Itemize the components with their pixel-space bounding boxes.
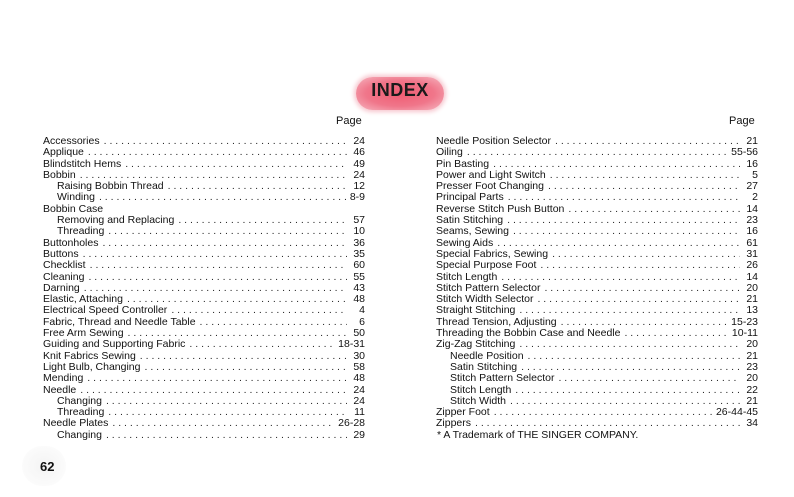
entry-page: 20 bbox=[746, 338, 758, 351]
entry-page: 57 bbox=[353, 214, 365, 227]
entry-page: 13 bbox=[746, 304, 758, 317]
entry-page: 55-56 bbox=[731, 146, 758, 159]
index-entry bbox=[436, 339, 758, 350]
index-entry bbox=[43, 238, 365, 249]
dot-leader bbox=[624, 328, 727, 339]
entry-label: Blindstitch Hems bbox=[43, 157, 122, 170]
dot-leader bbox=[550, 170, 740, 181]
entry-label: Oiling bbox=[436, 146, 463, 159]
dot-leader bbox=[494, 407, 712, 418]
entry-page: 5 bbox=[752, 168, 758, 181]
entry-page: 15-23 bbox=[731, 315, 758, 328]
entry-label: Winding bbox=[57, 191, 95, 204]
entry-page: 30 bbox=[353, 349, 365, 362]
dot-leader bbox=[88, 272, 347, 283]
entry-label: Thread Tension, Adjusting bbox=[436, 315, 557, 328]
entry-label: Threading bbox=[57, 225, 105, 238]
index-entry bbox=[43, 373, 365, 384]
index-subentry bbox=[43, 430, 365, 441]
entry-page: 31 bbox=[746, 247, 758, 260]
dot-leader bbox=[548, 181, 740, 192]
entry-page: 27 bbox=[746, 180, 758, 193]
dot-leader bbox=[171, 305, 347, 316]
entry-page: 14 bbox=[746, 202, 758, 215]
entry-page: 10 bbox=[353, 225, 365, 238]
dot-leader bbox=[178, 215, 347, 226]
dot-leader bbox=[555, 136, 740, 147]
entry-label: Seams, Sewing bbox=[436, 225, 509, 238]
entry-page: 20 bbox=[746, 372, 758, 385]
entry-label: Mending bbox=[43, 372, 84, 385]
dot-leader bbox=[80, 385, 347, 396]
index-entry bbox=[436, 226, 758, 237]
entry-label: Stitch Length bbox=[450, 383, 512, 396]
dot-leader bbox=[515, 385, 740, 396]
dot-leader bbox=[189, 339, 334, 350]
dot-leader bbox=[125, 159, 347, 170]
index-entry bbox=[43, 362, 365, 373]
entry-label: Changing bbox=[57, 394, 102, 407]
entry-page: 34 bbox=[746, 417, 758, 430]
entry-label: Threading the Bobbin Case and Needle bbox=[436, 327, 621, 340]
entry-page: 24 bbox=[353, 135, 365, 147]
entry-page: 4 bbox=[359, 304, 365, 317]
index-column-right bbox=[436, 136, 758, 441]
entry-label: Satin Stitching bbox=[436, 214, 504, 227]
index-subentry bbox=[436, 373, 758, 384]
index-entry bbox=[43, 339, 365, 350]
index-entry bbox=[43, 249, 365, 260]
dot-leader bbox=[467, 147, 727, 158]
entry-label: Stitch Width bbox=[450, 394, 507, 407]
dot-leader bbox=[513, 226, 740, 237]
dot-leader bbox=[140, 351, 347, 362]
entry-page: 21 bbox=[746, 394, 758, 407]
entry-label: Stitch Width Selector bbox=[436, 293, 534, 306]
entry-label: Zig-Zag Stitching bbox=[436, 338, 516, 351]
entry-label: Special Fabrics, Sewing bbox=[436, 247, 549, 260]
entry-label: Needle Plates bbox=[43, 417, 109, 430]
entry-page: 23 bbox=[746, 360, 758, 373]
entry-label: Needle Position Selector bbox=[436, 135, 551, 147]
entry-label: Removing and Replacing bbox=[57, 214, 175, 227]
entry-page: 20 bbox=[746, 281, 758, 294]
dot-leader bbox=[507, 215, 740, 226]
entry-page: 8-9 bbox=[349, 191, 365, 204]
entry-label: Accessories bbox=[43, 135, 100, 147]
index-entry bbox=[43, 136, 365, 147]
entry-label: Buttonholes bbox=[43, 236, 99, 249]
entry-page: 43 bbox=[353, 281, 365, 294]
trademark-footnote: * A Trademark of THE SINGER COMPANY. bbox=[437, 428, 639, 441]
dot-leader bbox=[83, 249, 347, 260]
entry-page: 49 bbox=[353, 157, 365, 170]
entry-label: Knit Fabrics Sewing bbox=[43, 349, 136, 362]
index-entry bbox=[436, 147, 758, 158]
entry-label: Stitch Pattern Selector bbox=[450, 372, 555, 385]
entry-label: Straight Stitching bbox=[436, 304, 516, 317]
entry-label: Zipper Foot bbox=[436, 406, 490, 419]
index-entry bbox=[43, 159, 365, 170]
index-entry bbox=[436, 260, 758, 271]
entry-page: 18-31 bbox=[338, 338, 365, 351]
entry-page: 21 bbox=[746, 349, 758, 362]
entry-label: Needle bbox=[43, 383, 77, 396]
entry-page: 26-28 bbox=[338, 417, 365, 430]
entry-page: 58 bbox=[353, 360, 365, 373]
dot-leader bbox=[104, 136, 347, 147]
dot-leader bbox=[540, 260, 740, 271]
entry-page: 11 bbox=[354, 406, 365, 419]
dot-leader bbox=[168, 181, 347, 192]
dot-leader bbox=[99, 192, 346, 203]
entry-page: 24 bbox=[353, 383, 365, 396]
entry-page: 21 bbox=[746, 293, 758, 306]
entry-label: Elastic, Attaching bbox=[43, 293, 123, 306]
dot-leader bbox=[106, 430, 347, 441]
entry-page: 16 bbox=[746, 225, 758, 238]
entry-label: Electrical Speed Controller bbox=[43, 304, 168, 317]
entry-label: Guiding and Supporting Fabric bbox=[43, 338, 186, 351]
dot-leader bbox=[544, 283, 740, 294]
entry-page: 48 bbox=[353, 372, 365, 385]
page-column-header-right: Page bbox=[729, 115, 755, 127]
entry-label: Free Arm Sewing bbox=[43, 327, 124, 340]
entry-page: 35 bbox=[353, 247, 365, 260]
entry-label: Zippers bbox=[436, 417, 472, 430]
dot-leader bbox=[558, 373, 740, 384]
entry-label: Buttons bbox=[43, 247, 79, 260]
entry-page: 26-44-45 bbox=[715, 406, 758, 419]
entry-page: 6 bbox=[359, 315, 365, 328]
entry-page: 26 bbox=[746, 259, 758, 272]
entry-page: 23 bbox=[746, 214, 758, 227]
index-column-left bbox=[43, 136, 365, 441]
entry-label: Presser Foot Changing bbox=[436, 180, 544, 193]
entry-page: 10-11 bbox=[731, 327, 758, 340]
dot-leader bbox=[528, 351, 740, 362]
dot-leader bbox=[102, 238, 347, 249]
entry-page: 16 bbox=[746, 157, 758, 170]
entry-page: 22 bbox=[746, 383, 758, 396]
entry-label: Bobbin bbox=[43, 168, 76, 181]
dot-leader bbox=[90, 260, 347, 271]
index-entry bbox=[436, 136, 758, 147]
entry-label: Reverse Stitch Push Button bbox=[436, 202, 565, 215]
entry-label: Raising Bobbin Thread bbox=[57, 180, 164, 193]
entry-label: Cleaning bbox=[43, 270, 85, 283]
dot-leader bbox=[108, 226, 347, 237]
entry-page: 61 bbox=[746, 236, 758, 249]
page-number: 62 bbox=[40, 459, 55, 474]
dot-leader bbox=[537, 294, 740, 305]
entry-label: Bobbin Case bbox=[43, 202, 104, 215]
entry-page: 50 bbox=[353, 327, 365, 340]
dot-leader bbox=[519, 339, 740, 350]
dot-leader bbox=[200, 317, 347, 328]
entry-page: 21 bbox=[746, 135, 758, 147]
dot-leader bbox=[106, 396, 347, 407]
entry-page: 24 bbox=[353, 168, 365, 181]
entry-label: Special Purpose Foot bbox=[436, 259, 537, 272]
entry-page: 29 bbox=[353, 428, 365, 441]
entry-page: 12 bbox=[353, 180, 365, 193]
index-subentry bbox=[43, 226, 365, 237]
entry-page: 48 bbox=[353, 293, 365, 306]
page-title: INDEX bbox=[371, 80, 429, 100]
dot-leader bbox=[510, 396, 740, 407]
entry-page: 24 bbox=[353, 394, 365, 407]
entry-label: Pin Basting bbox=[436, 157, 490, 170]
entry-label: Stitch Pattern Selector bbox=[436, 281, 541, 294]
dot-leader bbox=[145, 362, 348, 373]
page-column-header-left: Page bbox=[336, 115, 362, 127]
entry-page: 14 bbox=[746, 270, 758, 283]
entry-page: 46 bbox=[353, 146, 365, 159]
entry-page: 55 bbox=[353, 270, 365, 283]
entry-page: 60 bbox=[353, 259, 365, 272]
entry-label: Satin Stitching bbox=[450, 360, 518, 373]
entry-label: Sewing Aids bbox=[436, 236, 494, 249]
entry-label: Power and Light Switch bbox=[436, 168, 546, 181]
index-entry bbox=[43, 260, 365, 271]
entry-label: Darning bbox=[43, 281, 80, 294]
index-entry bbox=[43, 147, 365, 158]
entry-label: Checklist bbox=[43, 259, 86, 272]
dot-leader bbox=[112, 418, 334, 429]
entry-label: Fabric, Thread and Needle Table bbox=[43, 315, 196, 328]
entry-label: Needle Position bbox=[450, 349, 524, 362]
entry-label: Changing bbox=[57, 428, 102, 441]
dot-leader bbox=[568, 204, 740, 215]
entry-page: 36 bbox=[353, 236, 365, 249]
entry-label: Light Bulb, Changing bbox=[43, 360, 141, 373]
dot-leader bbox=[84, 283, 347, 294]
entry-label: Principal Parts bbox=[436, 191, 504, 204]
dot-leader bbox=[87, 373, 347, 384]
dot-leader bbox=[88, 147, 347, 158]
index-entry bbox=[436, 407, 758, 418]
index-entry bbox=[43, 272, 365, 283]
dot-leader bbox=[552, 249, 740, 260]
entry-label: Threading bbox=[57, 406, 105, 419]
entry-page: 2 bbox=[752, 191, 758, 204]
dot-leader bbox=[108, 407, 347, 418]
entry-label: Applique bbox=[43, 146, 84, 159]
entry-label: Stitch Length bbox=[436, 270, 498, 283]
